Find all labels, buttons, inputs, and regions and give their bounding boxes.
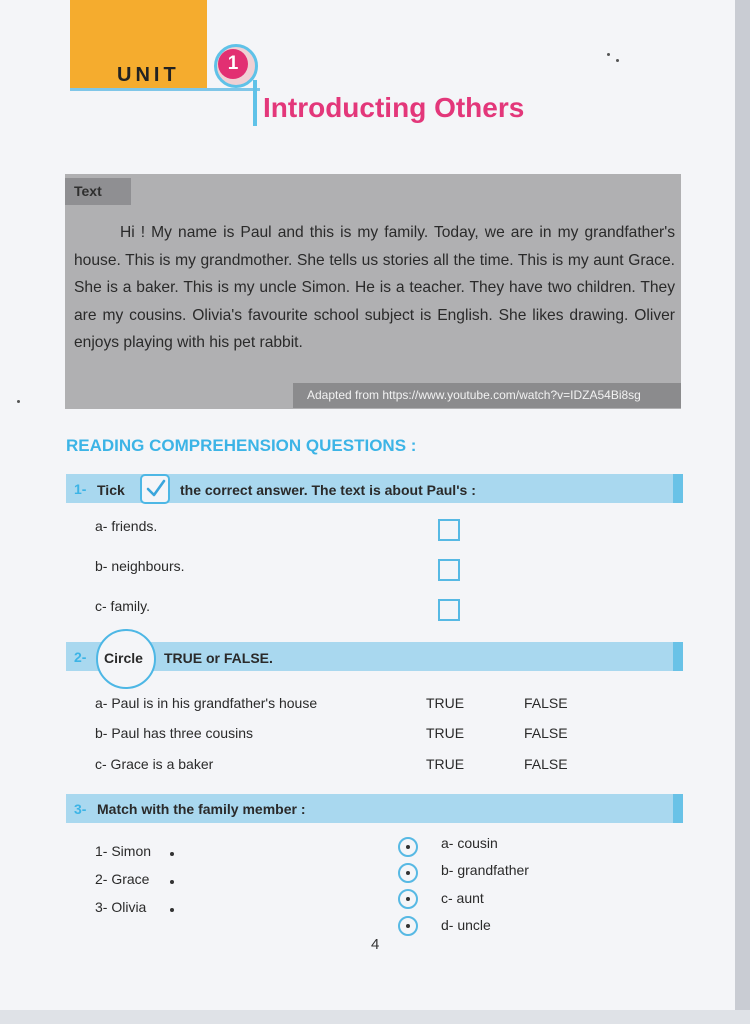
checkmark-icon — [145, 478, 167, 500]
true-option[interactable]: TRUE — [426, 695, 465, 711]
match-left-item: 3- Olivia — [95, 899, 147, 915]
scan-speck — [616, 59, 619, 62]
option-label: a- friends. — [95, 518, 158, 534]
match-right-dot[interactable] — [398, 916, 418, 936]
source-citation: Adapted from https://www.youtube.com/watch?v=IDZA54Bi8sg — [307, 388, 641, 402]
scan-speck — [17, 400, 20, 403]
question-2-bar — [66, 642, 683, 671]
match-right-item: d- uncle — [441, 917, 491, 933]
option-label: b- neighbours. — [95, 558, 185, 574]
page-edge — [735, 0, 750, 1024]
match-right-item: b- grandfather — [441, 862, 529, 878]
page-title: Introducting Others — [263, 92, 525, 123]
match-left-dot[interactable] — [170, 908, 174, 912]
unit-underline — [70, 88, 260, 91]
option-label: c- family. — [95, 598, 150, 614]
tick-example-box — [140, 474, 170, 504]
match-right-dot[interactable] — [398, 889, 418, 909]
question-1-lead: Tick — [97, 482, 125, 498]
match-left-dot[interactable] — [170, 880, 174, 884]
question-1-text: the correct answer. The text is about Paul's : — [180, 482, 476, 498]
question-3-text: Match with the family member : — [97, 801, 306, 817]
match-right-dot[interactable] — [398, 863, 418, 883]
false-option[interactable]: FALSE — [524, 756, 568, 772]
statement-text: c- Grace is a baker — [95, 756, 214, 772]
questions-heading: READING COMPREHENSION QUESTIONS : — [66, 436, 417, 455]
statement-text: b- Paul has three cousins — [95, 725, 253, 741]
match-right-dot[interactable] — [398, 837, 418, 857]
answer-checkbox-c[interactable] — [438, 599, 460, 621]
match-left-dot[interactable] — [170, 852, 174, 856]
question-1-number: 1- — [74, 481, 87, 497]
question-2-text: TRUE or FALSE. — [164, 650, 273, 666]
match-right-item: a- cousin — [441, 835, 498, 851]
answer-checkbox-b[interactable] — [438, 559, 460, 581]
page-number: 4 — [371, 936, 380, 953]
page-bottom-edge — [0, 1010, 750, 1024]
title-divider — [253, 80, 257, 126]
false-option[interactable]: FALSE — [524, 695, 568, 711]
question-2-number: 2- — [74, 649, 87, 665]
unit-number: 1 — [218, 49, 248, 79]
true-option[interactable]: TRUE — [426, 756, 465, 772]
match-right-item: c- aunt — [441, 890, 484, 906]
answer-checkbox-a[interactable] — [438, 519, 460, 541]
scan-speck — [607, 53, 610, 56]
unit-label: UNIT — [117, 64, 180, 86]
reading-text: Hi ! My name is Paul and this is my family. Today, we are in my grandfather's house. This is my grandmother. She tells us stories all the time. This is my aunt Grace. She is a baker. This is my uncle Simon. He is a teacher. They have two children. They are my cousins. Olivia's favourite school subject is English. She likes drawing. Oliver enjoys playing with his pet rabbit. — [74, 224, 675, 352]
text-tag: Text — [65, 178, 131, 205]
statement-text: a- Paul is in his grandfather's house — [95, 695, 318, 711]
match-left-item: 2- Grace — [95, 871, 150, 887]
question-2-lead: Circle — [104, 650, 143, 666]
false-option[interactable]: FALSE — [524, 725, 568, 741]
match-left-item: 1- Simon — [95, 843, 152, 859]
true-option[interactable]: TRUE — [426, 725, 465, 741]
question-3-number: 3- — [74, 801, 87, 817]
